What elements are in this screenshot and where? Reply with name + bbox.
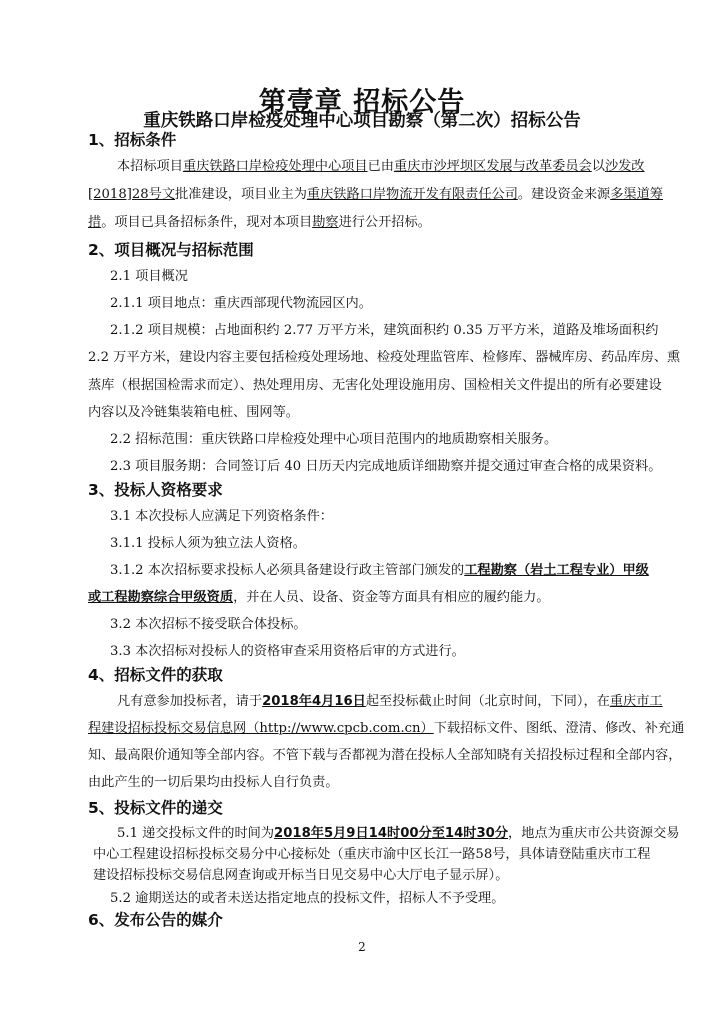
section-4-line: 凡有意参加投标者，请于2018年4月16日起至投标截止时间（北京时间，下同），在重庆市工 (117, 694, 663, 709)
section-5-line: 建设招标投标交易信息网查询或开标当日见交易中心大厅电子显示屏）。 (93, 868, 509, 883)
section-1-para-line-1: 本招标项目重庆铁路口岸检疫处理中心项目已由重庆市沙坪坝区发展与改革委员会以沙发改 (117, 159, 645, 174)
section-5-heading: 5、投标文件的递交 (88, 799, 223, 817)
section-2-line: 2.1.1 项目地点：重庆西部现代物流园区内。 (110, 296, 372, 311)
section-2-heading: 2、项目概况与招标范围 (88, 241, 254, 259)
section-5-line: 中心工程建设招标投标交易分中心接标处（重庆市渝中区长江一路58号，具体请登陆重庆市工程 (93, 847, 651, 862)
section-2-line: 2.1.2 项目规模：占地面积约 2.77 万平方米，建筑面积约 0.35 万平方米，道路及堆场面积约 (110, 323, 659, 338)
section-2-line: 2.2 万平方米，建设内容主要包括检疫处理场地、检疫处理监管库、检修库、器械库房、药品库房、熏 (88, 350, 681, 365)
section-1-heading: 1、招标条件 (88, 131, 177, 149)
announcement-title: 重庆铁路口岸检疫处理中心项目勘察（第二次）招标公告 (143, 111, 581, 131)
section-1-para-line-2: [2018]28号文批准建设，项目业主为重庆铁路口岸物流开发有限责任公司。建设资金来源多渠道筹 (88, 187, 663, 202)
section-6-heading: 6、发布公告的媒介 (88, 911, 223, 929)
section-2-line: 2.2 招标范围：重庆铁路口岸检疫处理中心项目范围内的地质勘察相关服务。 (110, 432, 558, 447)
section-3-line: 3.3 本次招标对投标人的资格审查采用资格后审的方式进行。 (110, 644, 465, 659)
section-1-para-line-3: 措。项目已具备招标条件，现对本项目勘察进行公开招标。 (88, 215, 431, 230)
section-5-line: 5.1 递交投标文件的时间为2018年5月9日14时00分至14时30分，地点为重庆市公共资源交易 (117, 826, 680, 841)
section-3-line: 3.1.2 本次招标要求投标人必须具备建设行政主管部门颁发的工程勘察（岩土工程专业）甲级 (110, 563, 649, 578)
section-3-line: 3.1 本次投标人应满足下列资格条件： (110, 509, 333, 524)
page-number: 2 (358, 940, 366, 954)
section-2-line: 2.3 项目服务期：合同签订后 40 日历天内完成地质详细勘察并提交通过审查合格的成果资料。 (110, 459, 662, 474)
section-4-line: 知、最高限价通知等全部内容。不管下载与否都视为潜在投标人全部知晓有关招投标过程和全部内容， (88, 748, 682, 763)
section-3-line: 3.2 本次招标不接受联合体投标。 (110, 617, 307, 632)
section-2-line: 蒸库（根据国检需求而定）、热处理用房、无害化处理设施用房、国检相关文件提出的所有必要建设 (88, 378, 662, 393)
website-link[interactable]: 程建设招标投标交易信息网（http://www.cpcb.com.cn） (88, 721, 434, 736)
section-4-line: 程建设招标投标交易信息网（http://www.cpcb.com.cn）下载招标文件、图纸、澄清、修改、补充通 (88, 721, 685, 736)
section-3-line: 3.1.1 投标人须为独立法人资格。 (110, 536, 306, 551)
section-5-line: 5.2 逾期送达的或者未送达指定地点的投标文件，招标人不予受理。 (110, 891, 505, 906)
section-3-line: 或工程勘察综合甲级资质，并在人员、设备、资金等方面具有相应的履约能力。 (88, 590, 550, 605)
section-3-heading: 3、投标人资格要求 (88, 481, 223, 499)
section-2-line: 2.1 项目概况 (110, 269, 188, 284)
section-4-line: 由此产生的一切后果均由投标人自行负责。 (88, 775, 339, 790)
section-2-line: 内容以及冷链集装箱电桩、围网等。 (88, 405, 299, 420)
chapter-title: 第壹章 招标公告 (258, 87, 466, 118)
section-4-heading: 4、招标文件的获取 (88, 666, 223, 684)
